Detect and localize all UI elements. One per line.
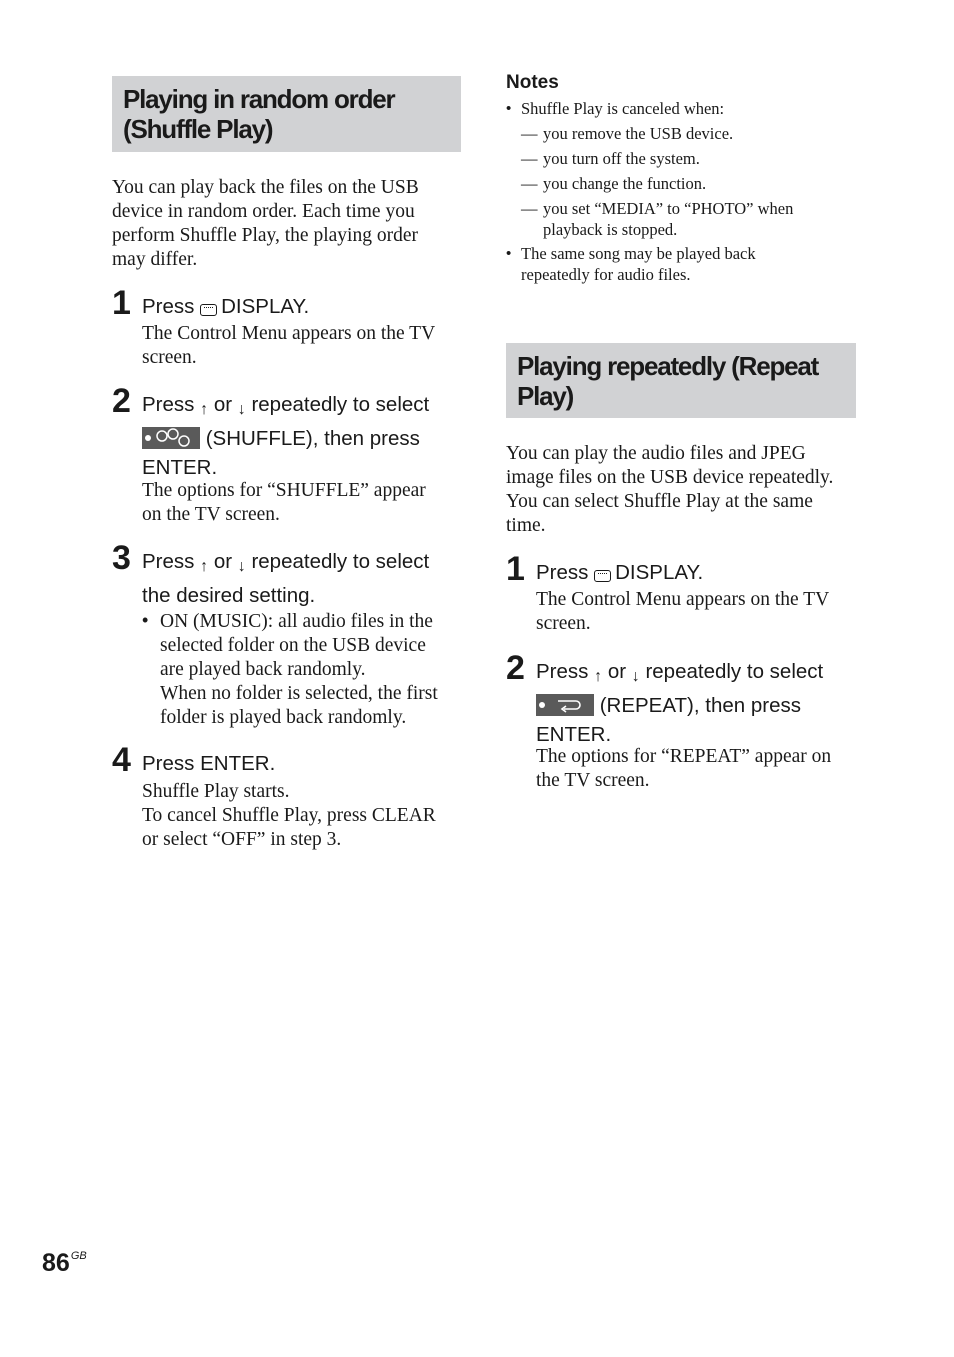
intro-line: device in random order. Each time you [112,201,415,222]
page-region-suffix: GB [70,1250,87,1262]
up-arrow-icon: ↑ [200,558,209,575]
heading-line: (Shuffle Play) [123,114,273,144]
section-heading-shuffle [112,76,461,152]
step-title: Press DISPLAY. [142,295,310,318]
intro-line: perform Shuffle Play, the playing order [112,225,418,246]
step-title: Press ↑ or ↓ repeatedly to select (SHUFFLE), then press ENTER. [142,393,430,479]
intro-line: You can play the audio files and JPEG [506,443,806,464]
note-sub-item: — you remove the USB device. [521,124,734,143]
up-arrow-icon: ↑ [594,668,603,685]
step-number: 4 [112,741,131,779]
up-arrow-icon: ↑ [200,401,209,418]
intro-line: You can select Shuffle Play at the same [506,491,813,512]
step-title: Press ↑ or ↓ repeatedly to select the desired setting. [142,550,430,607]
step-title: Press ENTER. [142,752,276,775]
step-description: Shuffle Play starts. To cancel Shuffle Play, press CLEAR or select “OFF” in step 3. [142,781,436,850]
down-arrow-icon: ↓ [237,401,246,418]
repeat-icon [536,694,594,716]
bullet-item: • ON (MUSIC): all audio files in the selected folder on the USB device are played back randomly. When no folder is selected, the first folder is played back randomly. [142,610,438,728]
intro-line: may differ. [112,249,198,270]
note-sub-item: — you turn off the system. [521,149,700,168]
step-description: The options for “REPEAT” appear on the TV screen. [536,746,832,791]
bullet-icon: • [506,245,512,262]
step-number: 2 [112,382,131,420]
dash-icon: — [521,199,538,218]
step-description: The Control Menu appears on the TV screen. [536,589,830,634]
bullet-icon: • [506,100,512,117]
section-heading-repeat [506,343,856,418]
down-arrow-icon: ↓ [631,668,640,685]
step-number: 2 [506,649,525,687]
note-sub-item: — you set “MEDIA” to “PHOTO” when playback is stopped. [521,199,794,239]
intro-line: time. [506,515,546,536]
heading-line: Playing in random order [123,84,395,114]
note-item: • Shuffle Play is canceled when: [506,99,725,118]
note-sub-item: — you change the function. [521,174,707,193]
shuffle-icon [142,427,200,449]
note-item: • The same song may be played back repeatedly for audio files. [506,244,756,284]
step-number: 3 [112,539,131,577]
down-arrow-icon: ↓ [237,558,246,575]
display-button-icon [200,304,217,316]
page-number: $86^{GB}$ [42,1249,87,1277]
step-title: Press DISPLAY. [536,561,704,584]
notes-title: Notes [506,72,559,93]
dash-icon: — [521,124,538,143]
intro-line: image files on the USB device repeatedly. [506,467,834,488]
heading-line: Play) [517,381,574,411]
step-number: 1 [112,284,131,322]
step-description: The Control Menu appears on the TV screen. [142,323,436,368]
heading-line: Playing repeatedly (Repeat [517,351,819,381]
step-number: 1 [506,550,525,588]
dash-icon: — [521,149,538,168]
intro-line: You can play back the files on the USB [112,177,419,198]
bullet-icon: • [142,610,149,630]
display-button-icon [594,570,611,582]
dash-icon: — [521,174,538,193]
step-title: Press ↑ or ↓ repeatedly to select (REPEAT), then press ENTER. [536,660,824,746]
intro-paragraph [506,442,856,538]
intro-paragraph [112,176,461,272]
step-description: The options for “SHUFFLE” appear on the TV screen. [142,480,426,525]
